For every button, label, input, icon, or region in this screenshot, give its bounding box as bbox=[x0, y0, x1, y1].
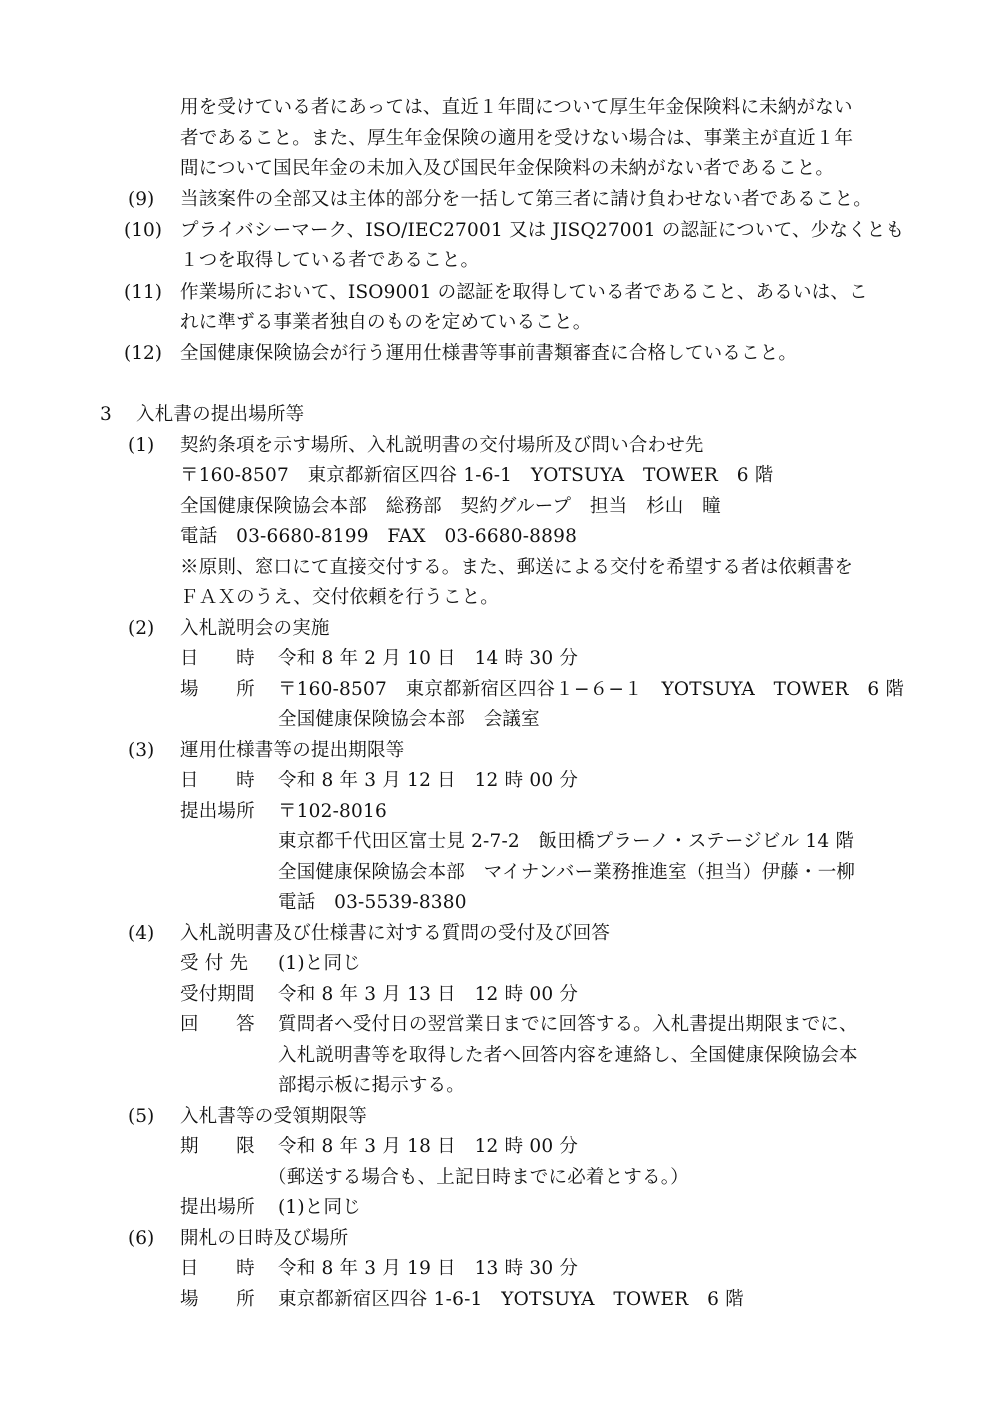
item-number: (10) bbox=[124, 220, 162, 241]
note-line: ＦＡＸのうえ、交付依頼を行うこと。 bbox=[180, 587, 500, 608]
organization-line: 全国健康保険協会本部 総務部 契約グループ 担当 杉山 瞳 bbox=[180, 496, 721, 517]
field-value: 令和 8 年 3 月 19 日 13 時 30 分 bbox=[278, 1258, 579, 1279]
field-label: 提出場所 bbox=[180, 801, 255, 822]
field-value: 〒102-8016 bbox=[278, 801, 387, 822]
subsection-number: (3) bbox=[128, 740, 155, 761]
field-value: 質問者へ受付日の翌営業日までに回答する。入札書提出期限までに、 bbox=[278, 1014, 858, 1035]
address-line: 〒160-8507 東京都新宿区四谷 1-6-1 YOTSUYA TOWER 6 階 bbox=[180, 465, 774, 486]
field-value: 〒160-8507 東京都新宿区四谷１−６−１ YOTSUYA TOWER 6 階 bbox=[278, 679, 905, 700]
item-number: (9) bbox=[128, 189, 155, 210]
field-value: 入札説明書等を取得した者へ回答内容を連絡し、全国健康保険協会本 bbox=[278, 1045, 858, 1066]
phone-line: 電話 03-6680-8199 FAX 03-6680-8898 bbox=[180, 526, 578, 547]
field-value: (1)と同じ bbox=[278, 1197, 361, 1218]
field-note: （郵送する場合も、上記日時までに必着とする。） bbox=[268, 1167, 689, 1188]
field-label: 場 所 bbox=[180, 679, 255, 700]
note-line: ※原則、窓口にて直接交付する。また、郵送による交付を希望する者は依頼書を bbox=[180, 557, 854, 578]
item-text: １つを取得している者であること。 bbox=[180, 250, 480, 271]
field-label: 受付期間 bbox=[180, 984, 255, 1005]
subsection-number: (2) bbox=[128, 618, 155, 639]
subsection-title: 入札説明会の実施 bbox=[180, 618, 330, 639]
paragraph-line: 者であること。また、厚生年金保険の適用を受けない場合は、事業主が直近１年 bbox=[180, 128, 854, 149]
field-value: 電話 03-5539-8380 bbox=[278, 892, 467, 913]
field-label: 期 限 bbox=[180, 1136, 255, 1157]
field-value: 全国健康保険協会本部 会議室 bbox=[278, 709, 540, 730]
subsection-title: 開札の日時及び場所 bbox=[180, 1228, 349, 1249]
field-value: 東京都新宿区四谷 1-6-1 YOTSUYA TOWER 6 階 bbox=[278, 1289, 744, 1310]
paragraph-line: 間について国民年金の未加入及び国民年金保険料の未納がない者であること。 bbox=[180, 158, 835, 179]
subsection-title: 入札説明書及び仕様書に対する質問の受付及び回答 bbox=[180, 923, 611, 944]
field-value: 東京都千代田区富士見 2-7-2 飯田橋プラーノ・ステージビル 14 階 bbox=[278, 831, 855, 852]
field-value: 部掲示板に掲示する。 bbox=[278, 1075, 466, 1096]
field-label: 提出場所 bbox=[180, 1197, 255, 1218]
field-label: 回 答 bbox=[180, 1014, 255, 1035]
field-value: 令和 8 年 3 月 13 日 12 時 00 分 bbox=[278, 984, 579, 1005]
item-number: (12) bbox=[124, 343, 162, 364]
field-value: (1)と同じ bbox=[278, 953, 361, 974]
field-value: 令和 8 年 3 月 18 日 12 時 00 分 bbox=[278, 1136, 579, 1157]
subsection-title: 運用仕様書等の提出期限等 bbox=[180, 740, 405, 761]
field-label: 日 時 bbox=[180, 1258, 255, 1279]
section-title: 入札書の提出場所等 bbox=[136, 404, 305, 425]
item-text: 当該案件の全部又は主体的部分を一括して第三者に請け負わせない者であること。 bbox=[180, 189, 872, 210]
subsection-number: (5) bbox=[128, 1106, 155, 1127]
field-label: 受 付 先 bbox=[180, 953, 249, 974]
paragraph-line: 用を受けている者にあっては、直近１年間について厚生年金保険料に未納がない bbox=[180, 97, 853, 118]
subsection-number: (4) bbox=[128, 923, 155, 944]
item-text: 全国健康保険協会が行う運用仕様書等事前書類審査に合格していること。 bbox=[180, 343, 798, 364]
field-value: 令和 8 年 2 月 10 日 14 時 30 分 bbox=[278, 648, 579, 669]
field-value: 令和 8 年 3 月 12 日 12 時 00 分 bbox=[278, 770, 579, 791]
subsection-number: (1) bbox=[128, 435, 155, 456]
section-number: 3 bbox=[100, 404, 112, 425]
item-text: プライバシーマーク、ISO/IEC27001 又は JISQ27001 の認証について、少なくとも bbox=[180, 220, 905, 241]
subsection-title: 入札書等の受領期限等 bbox=[180, 1106, 368, 1127]
field-label: 日 時 bbox=[180, 648, 255, 669]
item-number: (11) bbox=[124, 282, 162, 303]
field-label: 日 時 bbox=[180, 770, 255, 791]
field-value: 全国健康保険協会本部 マイナンバー業務推進室（担当）伊藤・一柳 bbox=[278, 862, 856, 883]
subsection-number: (6) bbox=[128, 1228, 155, 1249]
subsection-title: 契約条項を示す場所、入札説明書の交付場所及び問い合わせ先 bbox=[180, 435, 704, 456]
item-text: 作業場所において、ISO9001 の認証を取得している者であること、あるいは、こ bbox=[180, 282, 868, 303]
item-text: れに準ずる事業者独自のものを定めていること。 bbox=[180, 312, 592, 333]
field-label: 場 所 bbox=[180, 1289, 255, 1310]
